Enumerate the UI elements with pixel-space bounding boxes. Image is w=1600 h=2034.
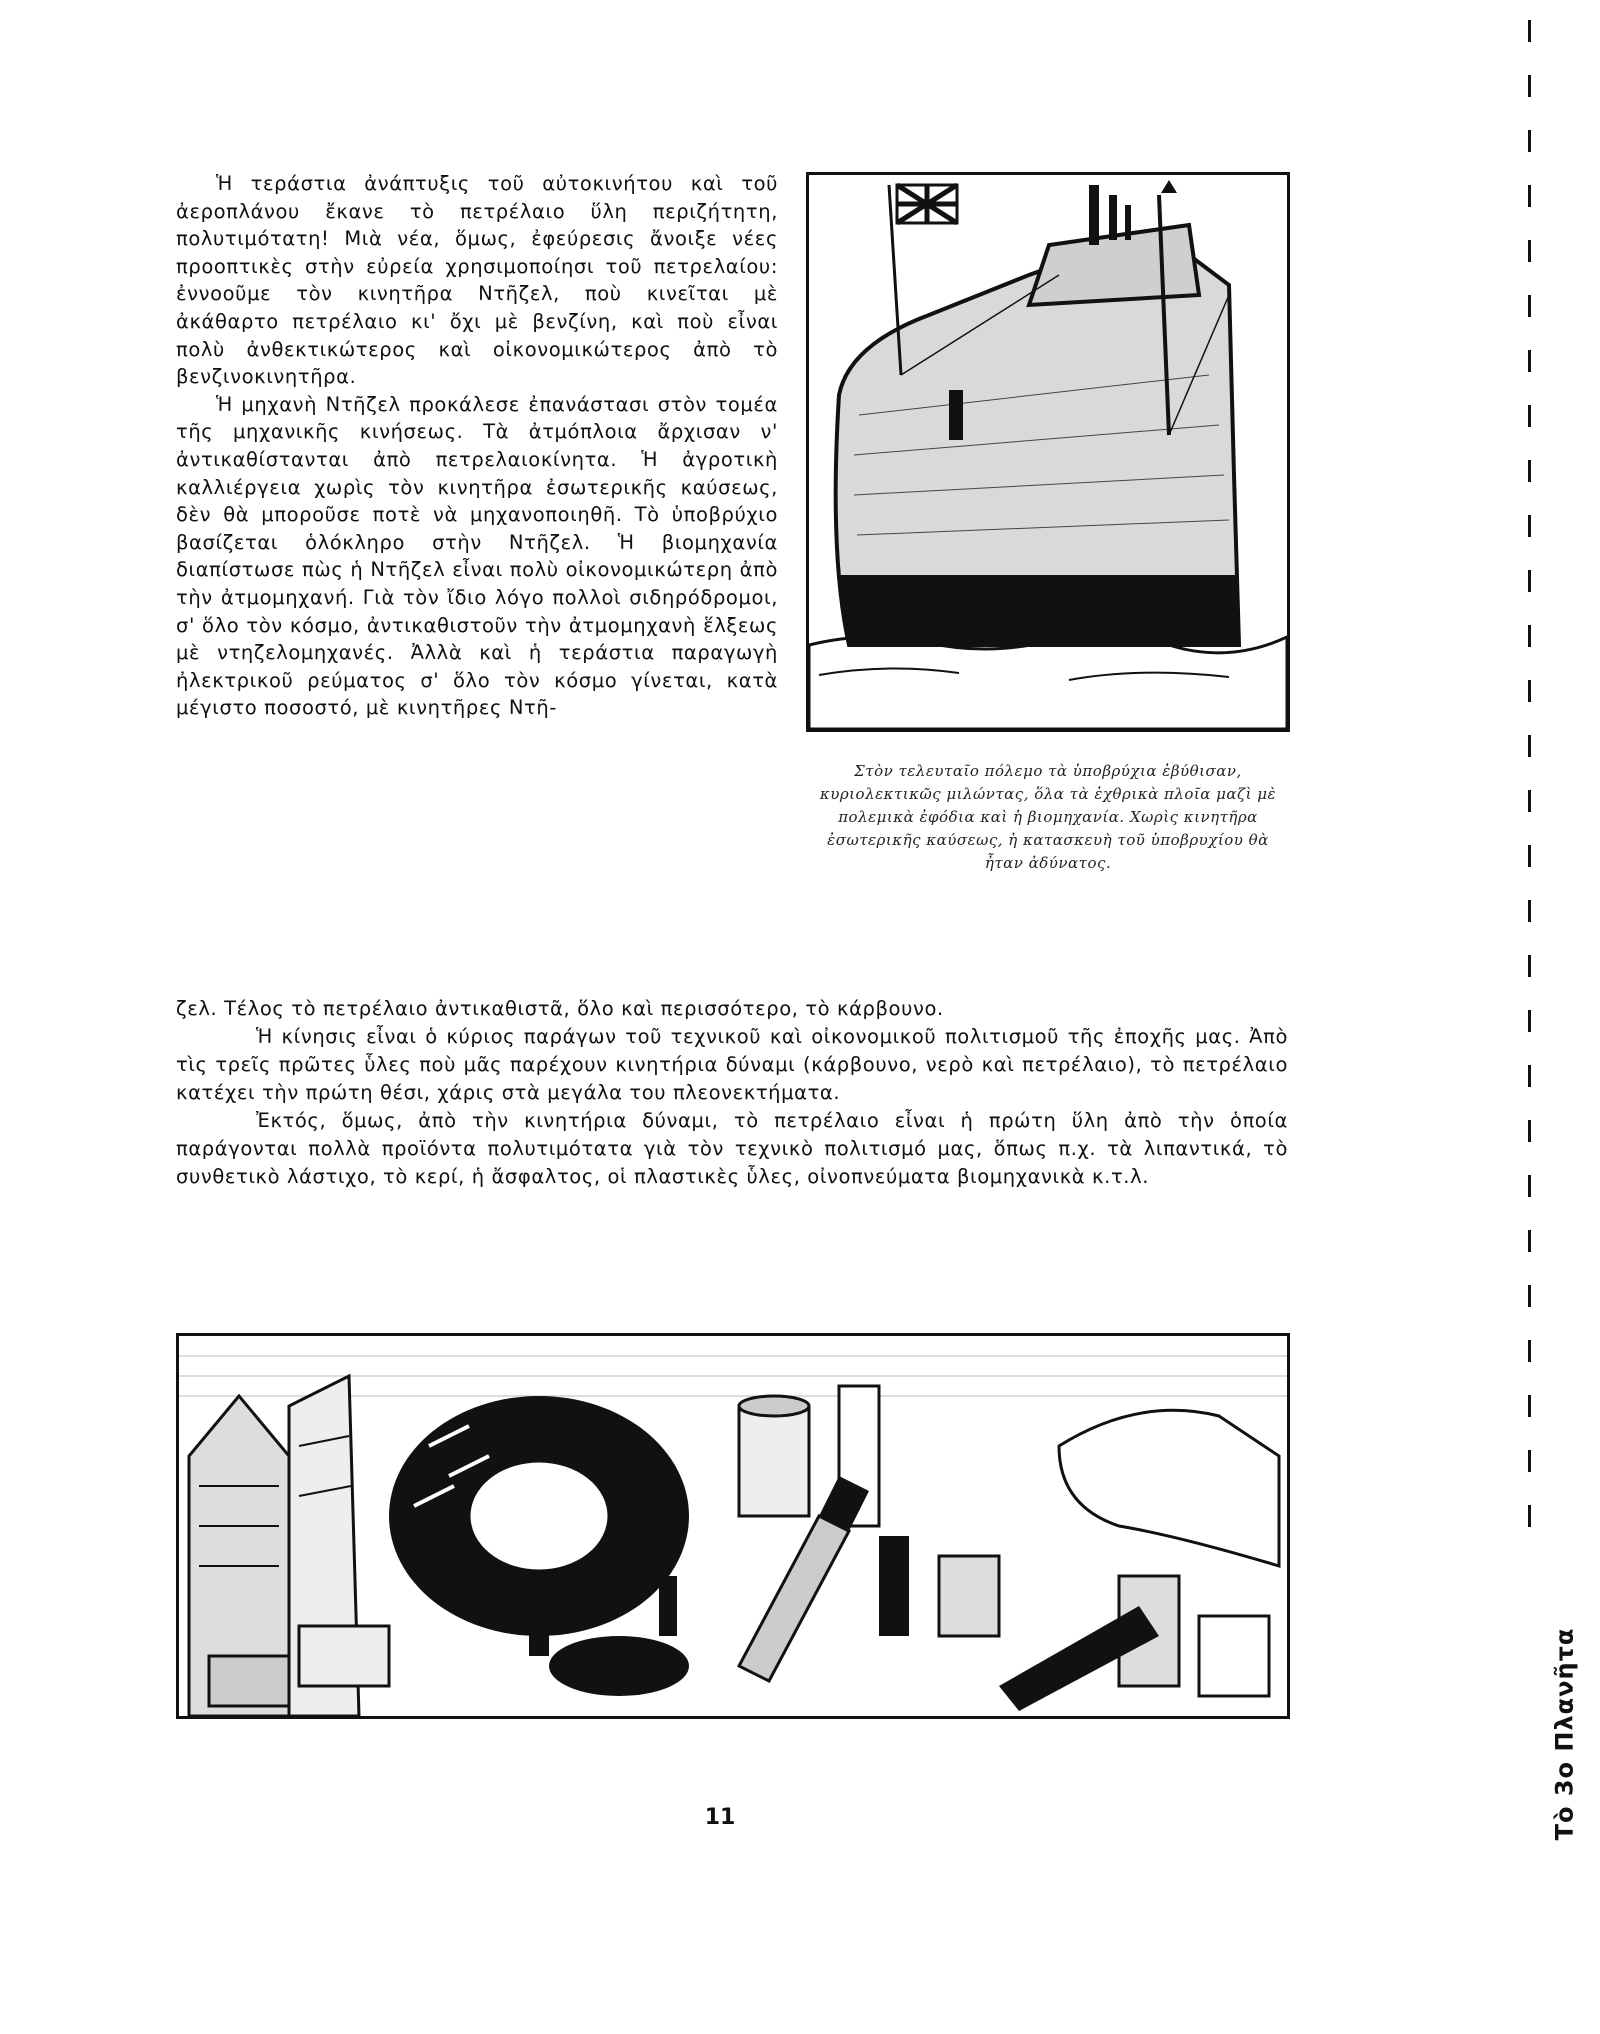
paragraph-oil-products: Ἐκτός, ὅμως, ἀπὸ τὴν κινητήρια δύναμι, τὸ πετρέλαιο εἶναι ἡ πρώτη ὕλη ἀπὸ τὴν ὁποία παράγονται πολλὰ προϊόντα πολυτιμότατα γιὰ τὸν τεχνικὸ πολιτισμό μας, ὅπως π.χ. τὰ λιπαντικά, τὸ συνθετικὸ λάστιχο, τὸ κερί, ἡ ἄσφαλτος, οἱ πλαστικὲς ὗλες, οἰνοπνεύματα βιομηχανικὰ κ.τ.λ. — [176, 1109, 1288, 1188]
margin-mark — [1528, 1285, 1531, 1307]
full-width-text — [176, 995, 1288, 1191]
margin-mark — [1528, 1450, 1531, 1472]
margin-mark — [1528, 460, 1531, 482]
margin-mark — [1528, 1505, 1531, 1527]
margin-mark — [1528, 900, 1531, 922]
margin-mark — [1528, 130, 1531, 152]
margin-mark — [1528, 1010, 1531, 1032]
margin-mark — [1528, 735, 1531, 757]
oil-products-illustration — [176, 1333, 1290, 1719]
margin-mark — [1528, 1120, 1531, 1142]
margin-mark — [1528, 515, 1531, 537]
margin-mark — [1528, 1065, 1531, 1087]
margin-perforation — [1520, 0, 1540, 1560]
margin-mark — [1528, 350, 1531, 372]
margin-mark — [1528, 570, 1531, 592]
margin-mark — [1528, 790, 1531, 812]
side-stamp — [1518, 1627, 1579, 1841]
margin-mark — [1528, 185, 1531, 207]
margin-mark — [1528, 20, 1531, 42]
margin-mark — [1528, 405, 1531, 427]
margin-mark — [1528, 845, 1531, 867]
submarine-illustration — [806, 172, 1290, 732]
margin-mark — [1528, 1175, 1531, 1197]
paragraph-motion-factor: Ἡ κίνησις εἶναι ὁ κύριος παράγων τοῦ τεχνικοῦ καὶ οἰκονομικοῦ πολιτισμοῦ τῆς ἐποχῆς μας. Ἀπὸ τὶς τρεῖς πρῶτες ὗλες ποὺ μᾶς παρέχουν κινητήρια δύναμι (κάρβουνο, νερὸ καὶ πετρέλαιο), τὸ πετρέλαιο κατέχει τὴν πρώτη θέσι, χάρις στὰ μεγάλα του πλεονεκτήματα. — [176, 1025, 1288, 1104]
margin-mark — [1528, 1340, 1531, 1362]
page-number: 11 — [704, 1805, 736, 1830]
column-text — [176, 170, 778, 722]
paragraph-diesel-continuation: ζελ. Τέλος τὸ πετρέλαιο ἀντικαθιστᾶ, ὅλο καὶ περισσότερο, τὸ κάρβουνο. — [176, 997, 944, 1020]
margin-mark — [1528, 295, 1531, 317]
margin-mark — [1528, 955, 1531, 977]
paragraph-oil-demand: Ἡ τεράστια ἀνάπτυξις τοῦ αὐτοκινήτου καὶ τοῦ ἀεροπλάνου ἔκανε τὸ πετρέλαιο ὕλη περιζήτητη, πολυτιμότατη! Μιὰ νέα, ὅμως, ἐφεύρεσις ἄνοιξε νέες προοπτικὲς στὴν εὐρεία χρησιμοποίησι τοῦ πετρελαίου: ἐννοοῦμε τὸν κινητῆρα Ντῆζελ, ποὺ κινεῖται μὲ ἀκάθαρτο πετρέλαιο κι' ὄχι μὲ βενζίνη, καὶ ποὺ εἶναι πολὺ ἀνθεκτικώτερος καὶ οἰκονομικώτερος ἀπὸ τὸ βενζινοκινητῆρα. — [176, 172, 778, 389]
margin-mark — [1528, 1230, 1531, 1252]
margin-mark — [1528, 625, 1531, 647]
margin-mark — [1528, 240, 1531, 262]
margin-mark — [1528, 75, 1531, 97]
margin-mark — [1528, 680, 1531, 702]
paragraph-diesel-engine: Ἡ μηχανὴ Ντῆζελ προκάλεσε ἐπανάστασι στὸν τομέα τῆς μηχανικῆς κινήσεως. Τὰ ἀτμόπλοια ἄρχισαν ν' ἀντικαθίστανται ἀπὸ πετρελαιοκίνητα. Ἡ ἀγροτικὴ καλλιέργεια χωρὶς τὸν κινητῆρα ἐσωτερικῆς καύσεως, δὲν θὰ μποροῦσε ποτὲ νὰ μηχανοποιηθῆ. Τὸ ὑποβρύχιο βασίζεται ὁλόκληρο στὴν Ντῆζελ. Ἡ βιομηχανία διαπίστωσε πὼς ἡ Ντῆζελ εἶναι πολὺ οἰκονομικώτερη ἀπὸ τὴν ἀτμομηχανή. Γιὰ τὸν ἴδιο λόγο πολλοὶ σιδηρόδρομοι, σ' ὅλο τὸν κόσμο, ἀντικαθιστοῦν τὴν ἀτμομηχανὴ ἕλξεως μὲ ντηζελομηχανές. Ἀλλὰ καὶ ἡ τεράστια παραγωγὴ ἠλεκτρικοῦ ρεύματος σ' ὅλο τὸν κόσμο γίνεται, κατὰ μέγιστο ποσοστό, μὲ κινητῆρες Ντῆ- — [176, 392, 778, 720]
side-stamp-text: Τὸ 3ο Πλανῆτα — [1550, 1627, 1579, 1841]
submarine-caption: Στὸν τελευταῖο πόλεμο τὰ ὑποβρύχια ἐβύθισαν, κυριολεκτικῶς μιλώντας, ὅλα τὰ ἐχθρικὰ πλοῖα μαζὶ μὲ πολεμικὰ ἐφόδια καὶ ἡ βιομηχανία. Χωρὶς κινητῆρα ἐσωτερικῆς καύσεως, ἡ κατασκευὴ τοῦ ὑποβρυχίου θὰ ἦταν ἀδύνατος. — [819, 762, 1277, 872]
margin-mark — [1528, 1395, 1531, 1417]
